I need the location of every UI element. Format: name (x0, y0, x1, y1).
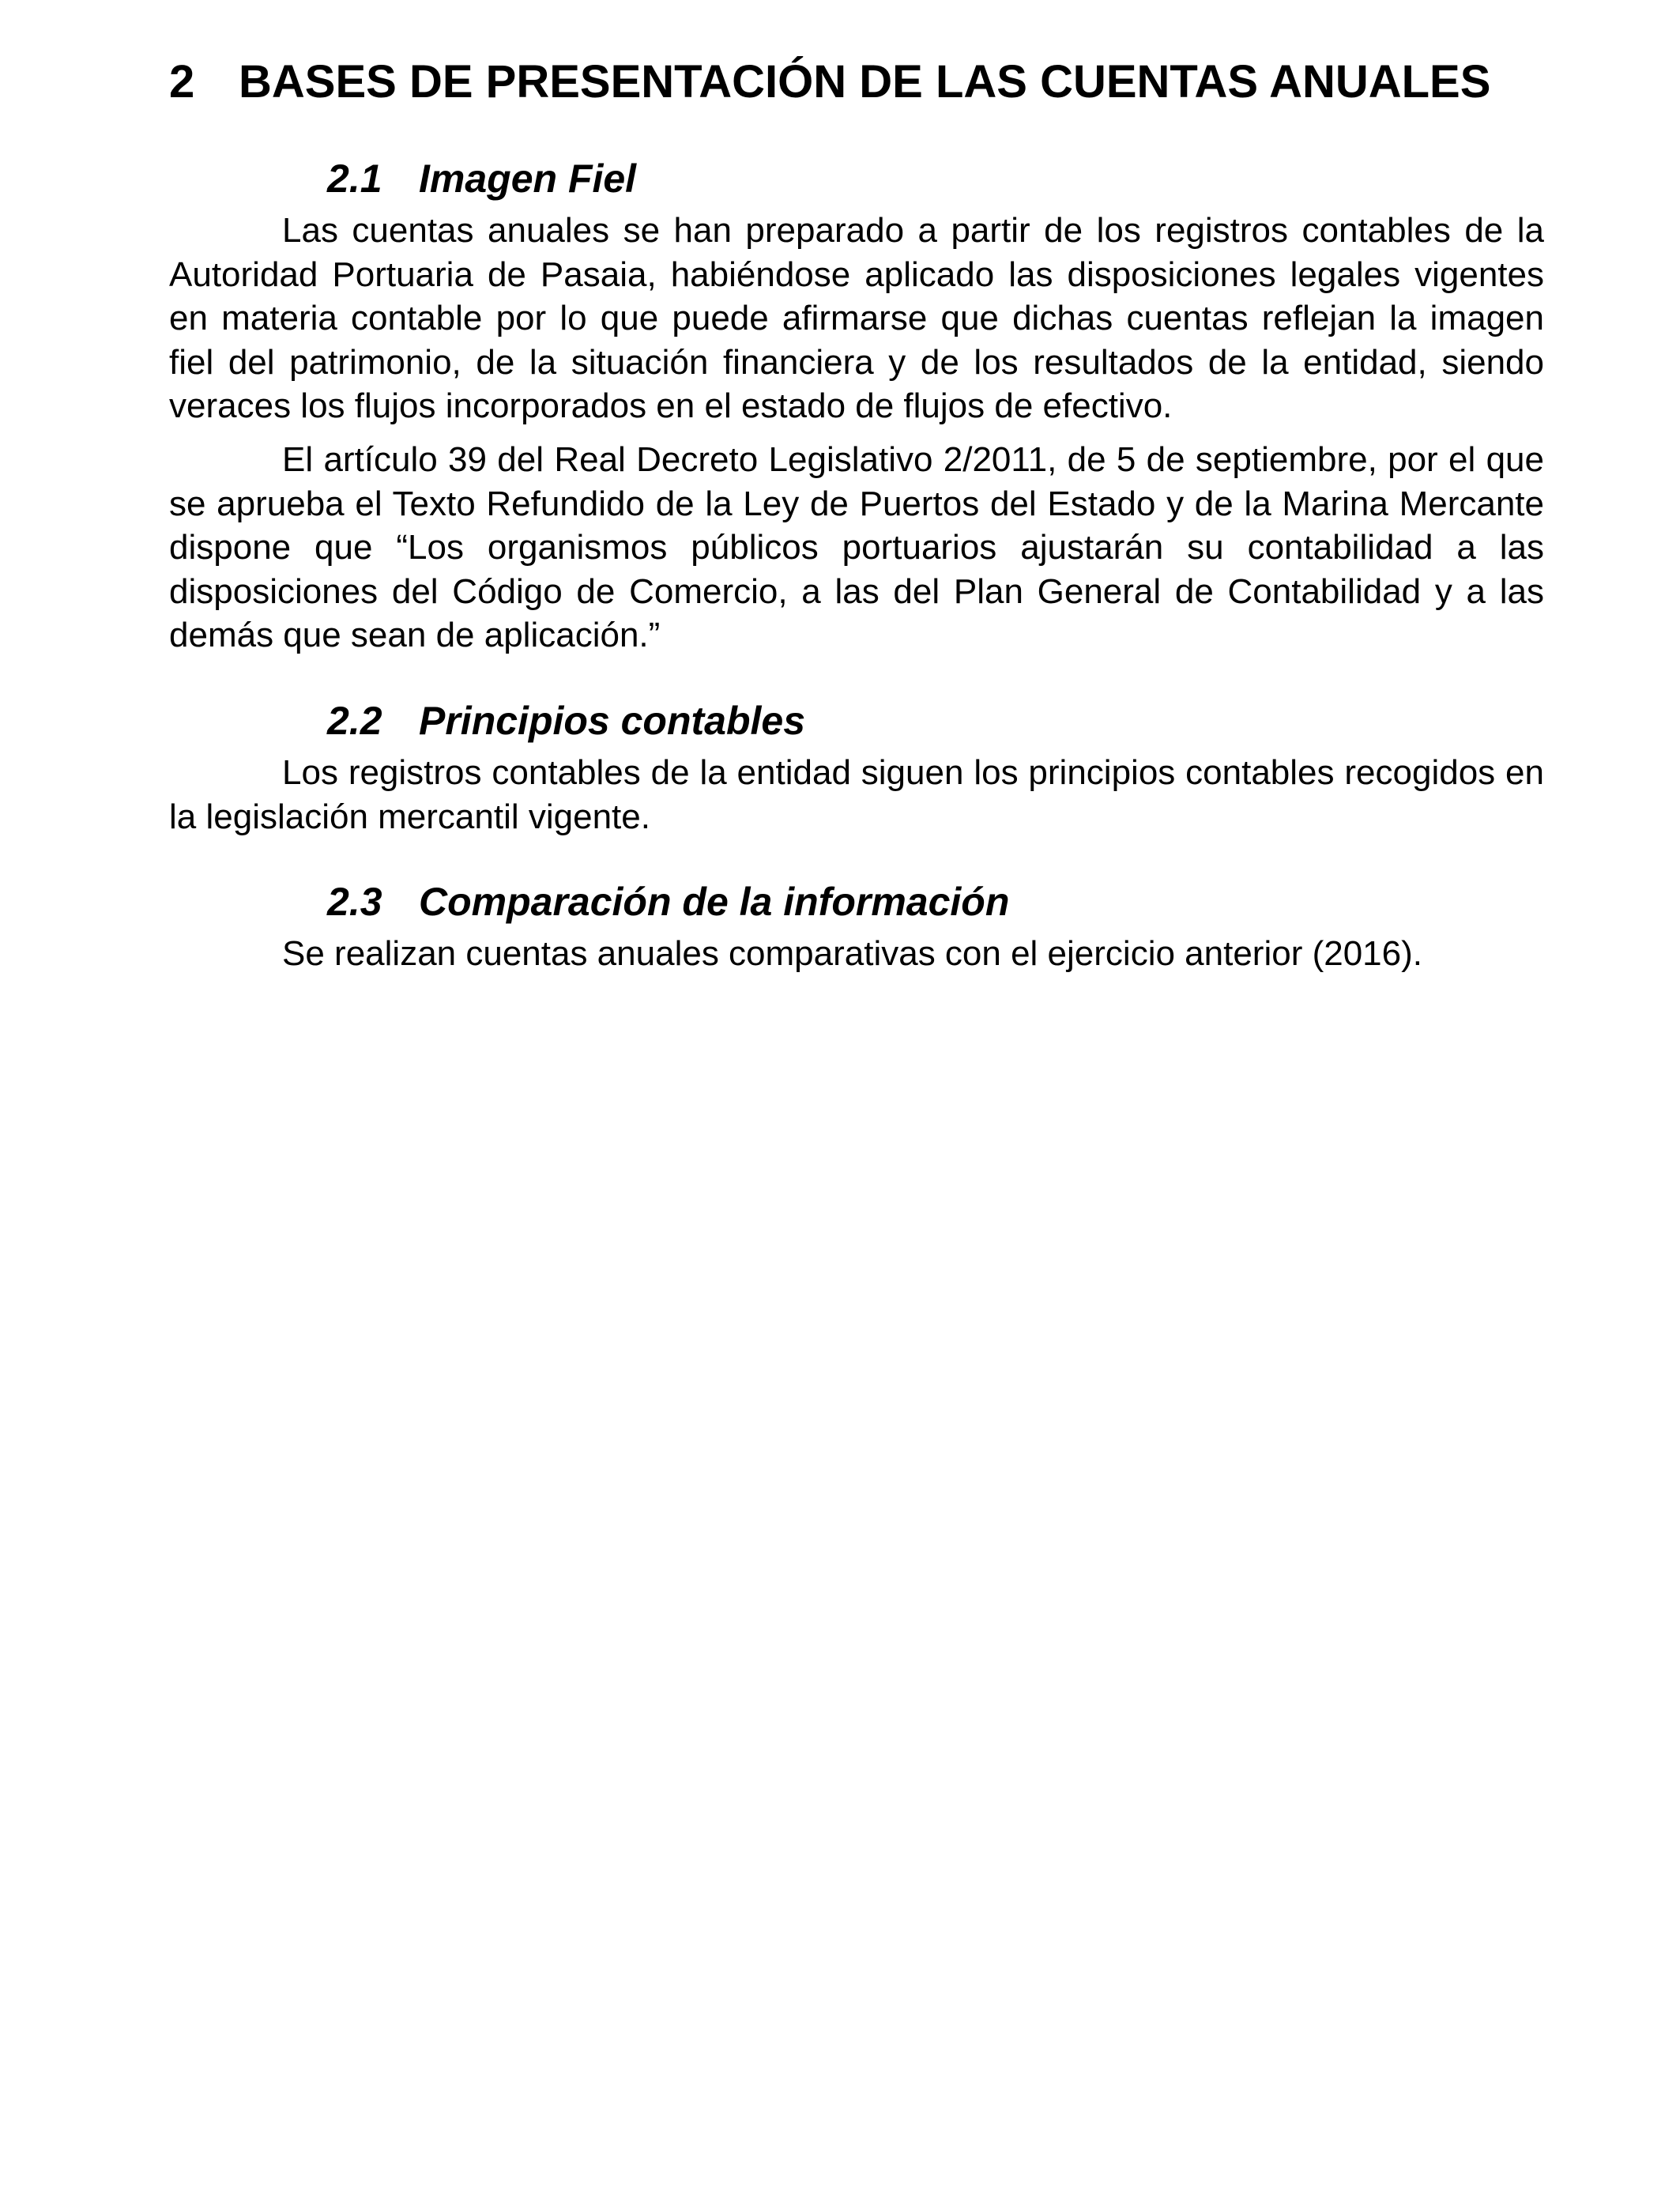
subsection-title: Comparación de la información (419, 880, 1010, 925)
paragraph-imagen-fiel-1: Las cuentas anuales se han preparado a partir de los registros contables de la Autoridad Portuaria de Pasaia, habiéndose aplicado las disposiciones legales vigentes en materia contable por lo que puede afirmarse que dichas cuentas reflejan la imagen fiel del patrimonio, de la situación financiera y de los resultados de la entidad, siendo veraces los flujos incorporados en el estado de flujos de efectivo. (169, 211, 1544, 426)
subsection-number: 2.1 (327, 156, 382, 201)
section-number: 2 (169, 56, 195, 107)
section-heading (169, 55, 1544, 109)
subsection-title: Principios contables (419, 698, 806, 743)
subsection-number: 2.3 (327, 880, 382, 925)
subsection-number: 2.2 (327, 698, 382, 743)
paragraph-imagen-fiel-2: El artículo 39 del Real Decreto Legislativo 2/2011, de 5 de septiembre, por el que se aprueba el Texto Refundido de la Ley de Puertos del Estado y de la Marina Mercante dispone que “Los organismos públicos portuarios ajustarán su contabilidad a las disposiciones del Código de Comercio, a las del Plan General de Contabilidad y a las demás que sean de aplicación.” (169, 439, 1544, 655)
subsection-heading-principios-contables (169, 697, 1544, 745)
paragraph-comparacion: Se realizan cuentas anuales comparativas con el ejercicio anterior (2016). (282, 934, 1422, 974)
section-title: BASES DE PRESENTACIÓN DE LAS CUENTAS ANUALES (239, 56, 1491, 107)
subsection-title: Imagen Fiel (419, 156, 637, 201)
paragraph-principios-contables: Los registros contables de la entidad siguen los principios contables recogidos en la legislación mercantil vigente. (169, 752, 1544, 836)
subsection-heading-imagen-fiel (169, 155, 1544, 202)
document-page (169, 55, 1544, 976)
subsection-heading-comparacion (169, 878, 1544, 925)
